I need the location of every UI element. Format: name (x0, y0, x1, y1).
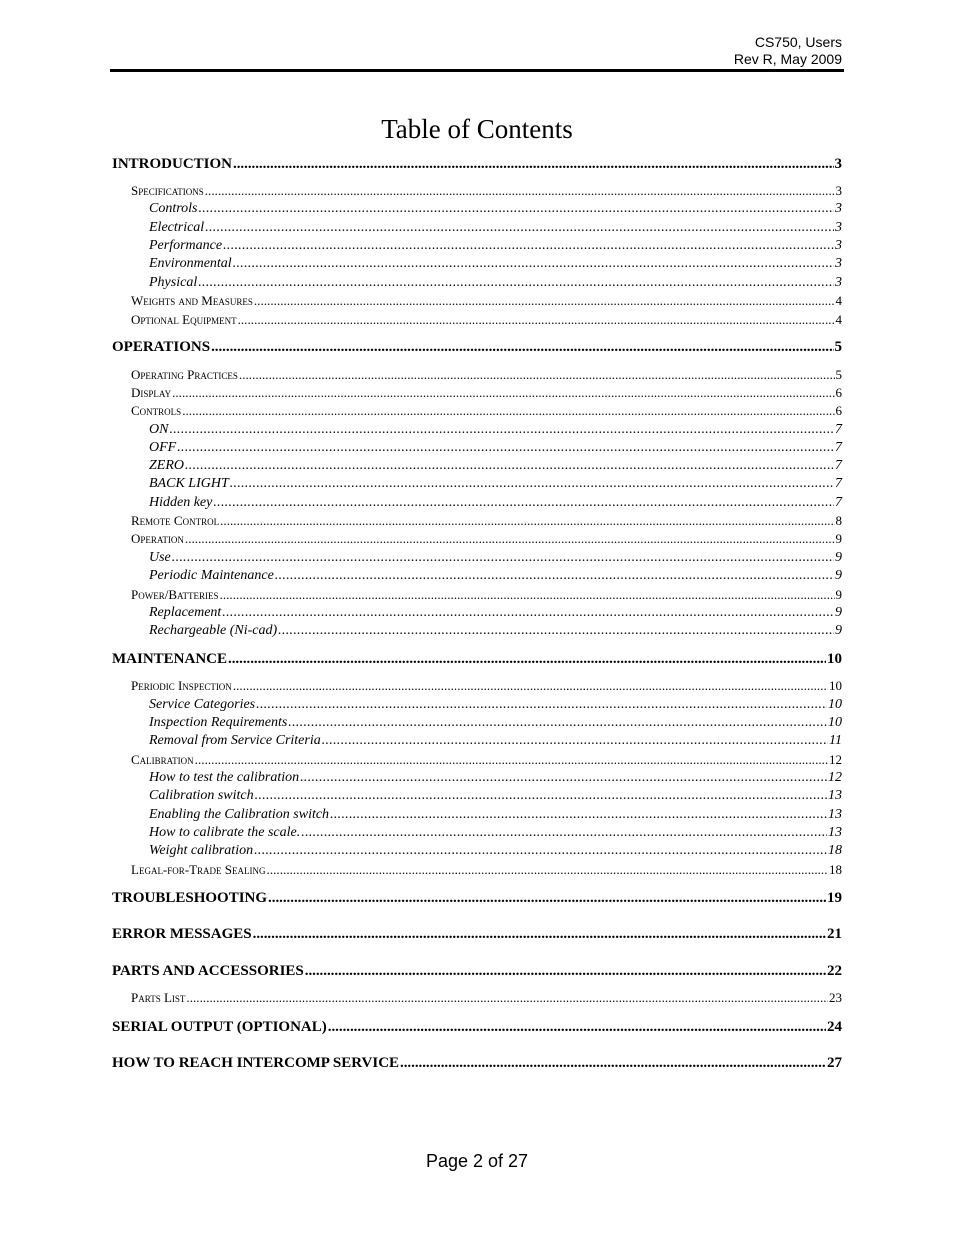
toc-chapter-entry[interactable] (112, 339, 842, 357)
toc-entry-title: Specifications (131, 183, 204, 198)
toc-page-number: 8 (835, 513, 842, 528)
toc-dot-leader (254, 293, 835, 309)
toc-entry-title: HOW TO REACH INTERCOMP SERVICE (112, 1055, 400, 1071)
toc-dot-leader (301, 825, 827, 842)
toc-subsection-entry[interactable] (112, 275, 842, 292)
toc-dot-leader (275, 568, 834, 585)
toc-subsection-entry[interactable] (112, 495, 842, 512)
toc-page-number: 5 (835, 367, 842, 382)
toc-entry-title: Replacement (149, 605, 222, 620)
toc-dot-leader (185, 531, 835, 547)
toc-section-entry[interactable] (112, 990, 842, 1006)
toc-page-number: 3 (835, 220, 842, 235)
toc-entry-title: BACK LIGHT (149, 476, 229, 491)
toc-section-entry[interactable] (112, 385, 842, 401)
toc-dot-leader (195, 752, 828, 768)
toc-page-number: 9 (835, 531, 842, 546)
toc-section-entry[interactable] (112, 403, 842, 419)
toc-dot-leader (254, 843, 827, 860)
toc-dot-leader (322, 733, 828, 750)
toc-section-entry[interactable] (112, 752, 842, 768)
toc-subsection-entry[interactable] (112, 733, 842, 750)
toc-page-number: 22 (827, 963, 842, 979)
toc-entry-title: Legal-for-Trade Sealing (131, 862, 266, 877)
toc-dot-leader (256, 697, 827, 714)
toc-page-number: 9 (835, 587, 842, 602)
toc-entry-title: Removal from Service Criteria (149, 733, 321, 748)
toc-page-number: 3 (835, 201, 842, 216)
toc-entry-title: Operation (131, 531, 184, 546)
toc-dot-leader (239, 367, 835, 383)
toc-entry-title: How to calibrate the scale. (149, 825, 301, 840)
toc-dot-leader (220, 587, 835, 603)
toc-page-number: 13 (828, 825, 842, 840)
toc-entry-title: Calibration switch (149, 788, 254, 803)
toc-chapter-entry[interactable] (112, 926, 842, 944)
toc-dot-leader (268, 890, 826, 908)
revision-date: Rev R, May 2009 (733, 51, 842, 67)
toc-entry-title: Inspection Requirements (149, 715, 288, 730)
toc-dot-leader (230, 476, 834, 493)
toc-page-number: 10 (828, 697, 842, 712)
toc-section-entry[interactable] (112, 183, 842, 199)
toc-page-number: 9 (835, 623, 842, 638)
toc-chapter-entry[interactable] (112, 1055, 842, 1073)
toc-page-number: 23 (829, 990, 842, 1005)
toc-subsection-entry[interactable] (112, 422, 842, 439)
toc-dot-leader (278, 623, 834, 640)
toc-entry-title: ERROR MESSAGES (112, 926, 252, 942)
toc-entry-title: How to test the calibration (149, 770, 300, 785)
toc-section-entry[interactable] (112, 513, 842, 529)
toc-page-number: 21 (827, 926, 842, 942)
toc-dot-leader (220, 513, 834, 529)
toc-entry-title: Weight calibration (149, 843, 254, 858)
toc-entry-title: Power/Batteries (131, 587, 219, 602)
toc-page-number: 9 (835, 605, 842, 620)
toc-entry-title: Remote Control (131, 513, 220, 528)
toc-dot-leader (185, 458, 834, 475)
toc-entry-title: Periodic Inspection (131, 678, 232, 693)
toc-page-number: 18 (829, 862, 842, 877)
toc-dot-leader (267, 862, 828, 878)
toc-entry-title: TROUBLESHOOTING (112, 890, 268, 906)
toc-subsection-entry[interactable] (112, 807, 842, 824)
toc-section-entry[interactable] (112, 587, 842, 603)
toc-entry-title: ON (149, 422, 169, 437)
toc-page-number: 7 (835, 476, 842, 491)
toc-page-number: 7 (835, 440, 842, 455)
toc-chapter-entry[interactable] (112, 156, 842, 174)
toc-entry-title: Hidden key (149, 495, 213, 510)
toc-subsection-entry[interactable] (112, 256, 842, 273)
toc-dot-leader (198, 275, 834, 292)
toc-page-number: 7 (835, 495, 842, 510)
toc-dot-leader (233, 678, 828, 694)
toc-page-number: 10 (828, 715, 842, 730)
toc-section-entry[interactable] (112, 293, 842, 309)
toc-dot-leader (233, 156, 833, 174)
toc-subsection-entry[interactable] (112, 476, 842, 493)
toc-entry-title: Rechargeable (Ni-cad) (149, 623, 278, 638)
toc-dot-leader (186, 990, 828, 1006)
toc-entry-title: PARTS AND ACCESSORIES (112, 963, 304, 979)
toc-entry-title: MAINTENANCE (112, 651, 228, 667)
toc-entry-title: Operating Practices (131, 367, 238, 382)
toc-dot-leader (172, 550, 834, 567)
toc-subsection-entry[interactable] (112, 605, 842, 622)
toc-dot-leader (172, 385, 834, 401)
toc-subsection-entry[interactable] (112, 440, 842, 457)
toc-page-number: 13 (828, 788, 842, 803)
toc-entry-title: OPERATIONS (112, 339, 211, 355)
toc-subsection-entry[interactable] (112, 201, 842, 218)
toc-subsection-entry[interactable] (112, 770, 842, 787)
toc-page-number: 12 (828, 770, 842, 785)
toc-page-number: 10 (827, 651, 842, 667)
toc-page-number: 18 (828, 843, 842, 858)
toc-subsection-entry[interactable] (112, 825, 842, 842)
toc-entry-title: Electrical (149, 220, 205, 235)
toc-page-number: 7 (835, 458, 842, 473)
toc-entry-title: Performance (149, 238, 223, 253)
toc-dot-leader (177, 440, 834, 457)
toc-page-number: 9 (835, 568, 842, 583)
toc-dot-leader (169, 422, 834, 439)
toc-dot-leader (330, 807, 827, 824)
toc-chapter-entry[interactable] (112, 1019, 842, 1037)
toc-entry-title: Parts List (131, 990, 186, 1005)
toc-page-number: 3 (835, 275, 842, 290)
toc-dot-leader (253, 926, 826, 944)
toc-page-number: 13 (828, 807, 842, 822)
toc-dot-leader (233, 256, 834, 273)
toc-chapter-entry[interactable] (112, 651, 842, 669)
toc-page-number: 3 (835, 238, 842, 253)
toc-dot-leader (205, 183, 835, 199)
toc-entry-title: Service Categories (149, 697, 256, 712)
toc-page-number: 27 (827, 1055, 842, 1071)
toc-entry-title: Optional Equipment (131, 312, 237, 327)
toc-dot-leader (400, 1055, 826, 1073)
toc-dot-leader (222, 605, 834, 622)
toc-dot-leader (213, 495, 834, 512)
toc-subsection-entry[interactable] (112, 238, 842, 255)
toc-section-entry[interactable] (112, 531, 842, 547)
toc-page-number: 5 (834, 339, 842, 355)
toc-dot-leader (305, 963, 826, 981)
toc-subsection-entry[interactable] (112, 550, 842, 567)
toc-page-number: 7 (835, 422, 842, 437)
toc-dot-leader (238, 312, 835, 328)
toc-subsection-entry[interactable] (112, 788, 842, 805)
table-of-contents (112, 0, 842, 1235)
toc-page-number: 4 (835, 293, 842, 308)
toc-dot-leader (255, 788, 827, 805)
toc-page-number: 6 (835, 403, 842, 418)
toc-section-entry[interactable] (112, 312, 842, 328)
toc-page-number: 24 (827, 1019, 842, 1035)
toc-page-number: 3 (835, 183, 842, 198)
toc-page-number: 19 (827, 890, 842, 906)
page-footer: Page 2 of 27 (425, 1151, 529, 1171)
toc-subsection-entry[interactable] (112, 568, 842, 585)
toc-section-entry[interactable] (112, 367, 842, 383)
page-title: Table of Contents (381, 114, 573, 144)
toc-dot-leader (300, 770, 827, 787)
toc-subsection-entry[interactable] (112, 715, 842, 732)
toc-page-number: 3 (834, 156, 842, 172)
toc-page-number: 6 (835, 385, 842, 400)
toc-dot-leader (328, 1019, 826, 1037)
toc-page-number: 12 (829, 752, 842, 767)
toc-entry-title: Enabling the Calibration switch (149, 807, 330, 822)
toc-dot-leader (205, 220, 834, 237)
toc-subsection-entry[interactable] (112, 220, 842, 237)
toc-page-number: 9 (835, 550, 842, 565)
toc-subsection-entry[interactable] (112, 623, 842, 640)
toc-page-number: 3 (835, 256, 842, 271)
toc-dot-leader (288, 715, 827, 732)
toc-entry-title: Display (131, 385, 172, 400)
toc-entry-title: Use (149, 550, 171, 565)
toc-page-number: 4 (835, 312, 842, 327)
toc-dot-leader (199, 201, 835, 218)
toc-entry-title: Controls (149, 201, 198, 216)
toc-chapter-entry[interactable] (112, 963, 842, 981)
toc-dot-leader (223, 238, 834, 255)
toc-chapter-entry[interactable] (112, 890, 842, 908)
toc-entry-title: Controls (131, 403, 182, 418)
toc-subsection-entry[interactable] (112, 697, 842, 714)
toc-section-entry[interactable] (112, 862, 842, 878)
toc-entry-title: ZERO (149, 458, 184, 473)
toc-section-entry[interactable] (112, 678, 842, 694)
toc-page-number: 11 (829, 733, 842, 748)
toc-entry-title: INTRODUCTION (112, 156, 233, 172)
toc-entry-title: SERIAL OUTPUT (OPTIONAL) (112, 1019, 327, 1035)
toc-entry-title: Weights and Measures (131, 293, 253, 308)
toc-subsection-entry[interactable] (112, 458, 842, 475)
toc-page-number: 10 (829, 678, 842, 693)
toc-dot-leader (228, 651, 826, 669)
toc-entry-title: Calibration (131, 752, 194, 767)
document-id: CS750, Users (754, 34, 842, 50)
toc-entry-title: Physical (149, 275, 198, 290)
toc-subsection-entry[interactable] (112, 843, 842, 860)
toc-dot-leader (211, 339, 833, 357)
toc-entry-title: Periodic Maintenance (149, 568, 274, 583)
toc-entry-title: OFF (149, 440, 177, 455)
toc-dot-leader (182, 403, 834, 419)
toc-entry-title: Environmental (149, 256, 232, 271)
